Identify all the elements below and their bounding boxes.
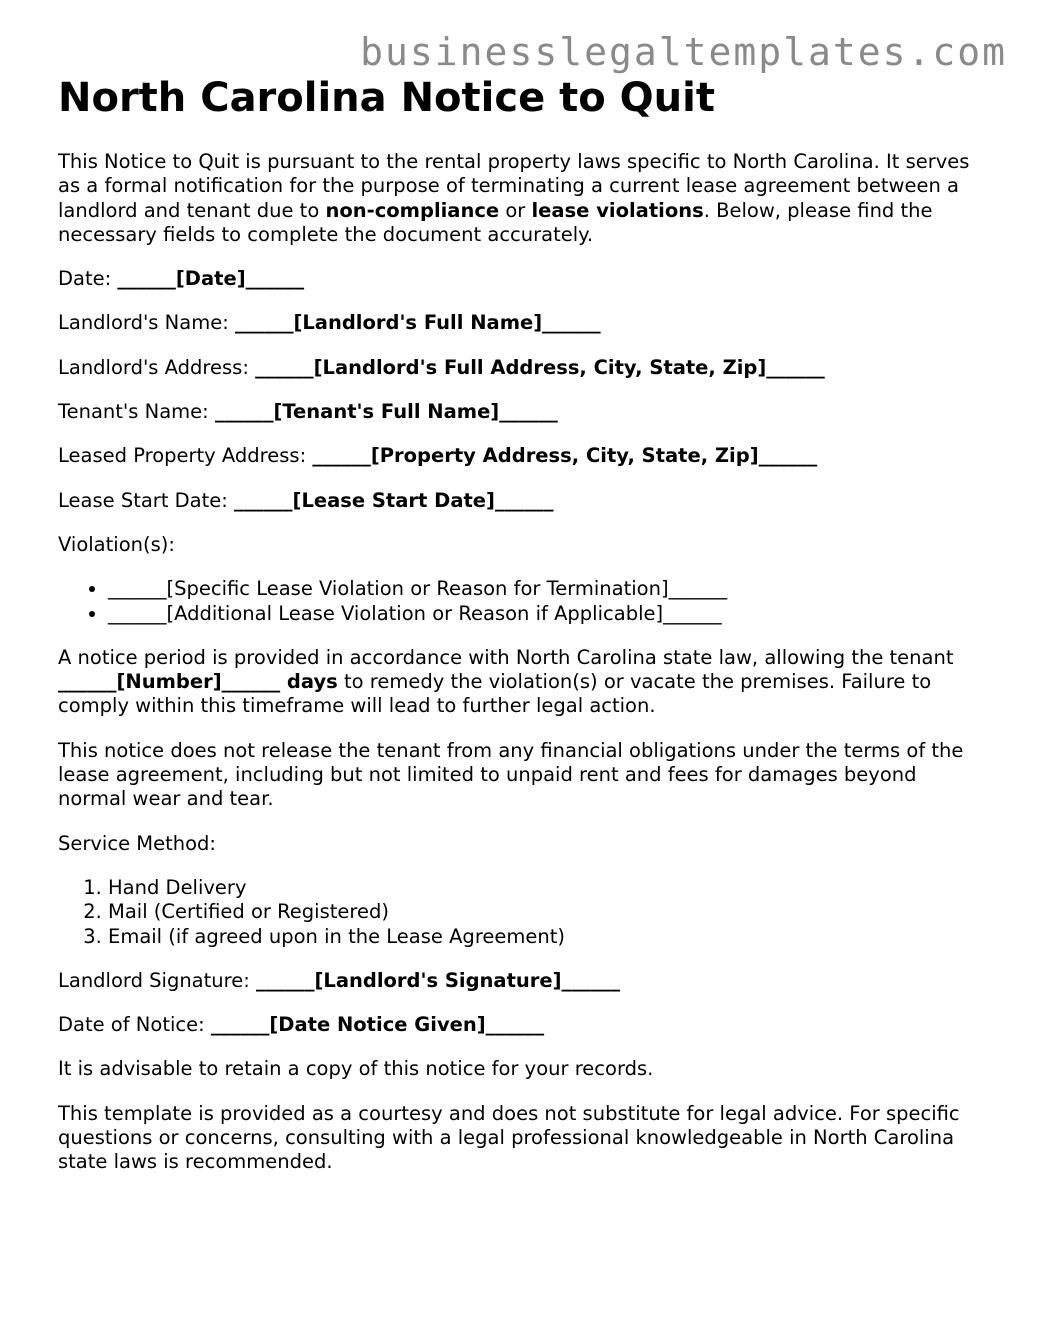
list-item: 2. Mail (Certified or Registered) — [108, 900, 988, 924]
signature-value: ______[Landlord's Signature]______ — [256, 968, 621, 992]
tenant-name-label: Tenant's Name: — [58, 400, 215, 424]
list-item: • ______[Additional Lease Violation or Reason if Applicable]______ — [108, 602, 988, 626]
signature-field — [58, 969, 988, 993]
intro-bold-violations: lease violations — [531, 198, 704, 222]
disclaimer-paragraph: This template is provided as a courtesy and does not substitute for legal advice. For specific questions or concerns, consulting with a legal professional knowledgeable in North Carolina state laws is recommended. — [58, 1101, 960, 1174]
lease-start-value: ______[Lease Start Date]______ — [234, 488, 554, 512]
property-address-field — [58, 444, 988, 468]
notice-date-value: ______[Date Notice Given]______ — [210, 1013, 545, 1037]
violations-label: Violation(s): — [58, 532, 175, 556]
document-title: North Carolina Notice to Quit — [58, 75, 715, 121]
landlord-name-value: ______[Landlord's Full Name]______ — [234, 311, 601, 335]
landlord-address-label: Landlord's Address: — [58, 355, 256, 379]
date-field — [58, 267, 988, 291]
list-item: 1. Hand Delivery — [108, 876, 988, 900]
violations-list — [58, 577, 988, 626]
obligations-paragraph: This notice does not release the tenant from any financial obligations under the terms of the lease agreement, including but not limited to unpaid rent and fees for damages beyond normal wear and tear. — [58, 738, 964, 811]
landlord-address-field — [58, 356, 988, 380]
date-label: Date: — [58, 267, 118, 291]
landlord-name-field — [58, 311, 988, 335]
notice-date-field — [58, 1013, 988, 1037]
notice-period-days: ______[Number]______ days — [58, 670, 338, 694]
watermark: businesslegaltemplates.com — [360, 30, 1007, 74]
tenant-name-field — [58, 400, 988, 424]
service-method-label: Service Method: — [58, 831, 216, 855]
lease-start-field — [58, 489, 988, 513]
intro-text-1: This Notice to Quit is pursuant to the rental property laws specific to North Carolina. It serves as a formal notification for the purpose of terminating a current lease agreement between a landlord and tenant due to — [58, 150, 970, 222]
date-value: ______[Date]______ — [117, 267, 305, 291]
document-page — [58, 74, 988, 1175]
notice-period-paragraph — [58, 646, 988, 719]
list-item: 3. Email (if agreed upon in the Lease Agreement) — [108, 925, 988, 949]
intro-text-2: or — [499, 198, 532, 222]
property-address-value: ______[Property Address, City, State, Zip]______ — [312, 444, 818, 468]
retain-paragraph: It is advisable to retain a copy of this notice for your records. — [58, 1057, 654, 1081]
tenant-name-value: ______[Tenant's Full Name]______ — [214, 400, 558, 424]
list-item: • ______[Specific Lease Violation or Reason for Termination]______ — [108, 577, 988, 601]
notice-period-text-1: A notice period is provided in accordance with North Carolina state law, allowing the tenant — [58, 645, 954, 669]
service-method-list — [58, 876, 988, 949]
notice-period-text-2: to remedy the violation(s) or vacate the premises. Failure to comply within this timeframe will lead to further legal action. — [58, 670, 932, 718]
landlord-name-label: Landlord's Name: — [58, 311, 235, 335]
intro-bold-noncompliance: non-compliance — [325, 198, 500, 222]
intro-text-3: . Below, please find the necessary fields to complete the document accurately. — [58, 198, 933, 246]
property-address-label: Leased Property Address: — [58, 444, 313, 468]
signature-label: Landlord Signature: — [58, 968, 256, 992]
lease-start-label: Lease Start Date: — [58, 488, 235, 512]
intro-paragraph — [58, 150, 988, 247]
landlord-address-value: ______[Landlord's Full Address, City, State, Zip]______ — [255, 355, 825, 379]
notice-date-label: Date of Notice: — [58, 1013, 211, 1037]
